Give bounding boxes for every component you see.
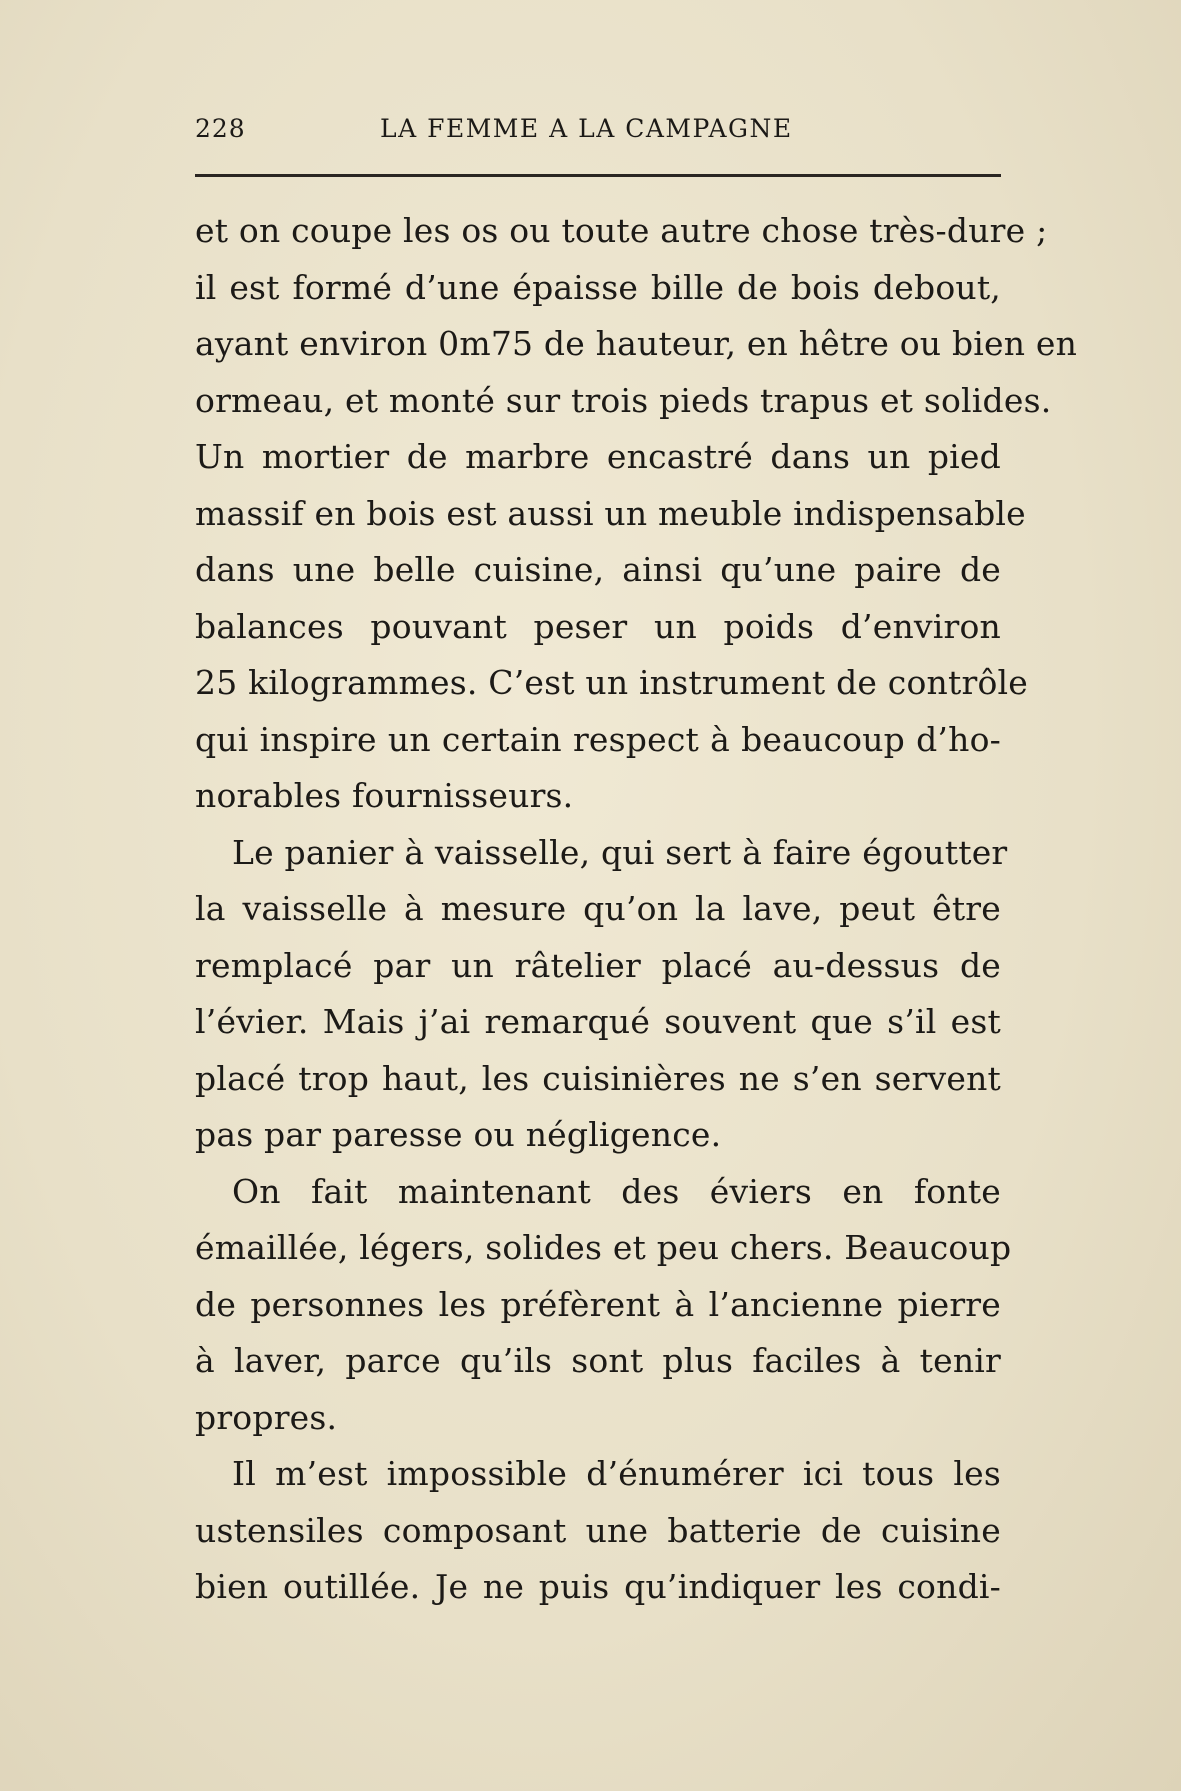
paragraph [195,825,1008,1164]
text-line: propres. [195,1397,338,1437]
text-line: Le panier à vaisselle, qui sert à faire égoutter [232,832,1008,872]
text-line: remplacé par un râtelier placé au-dessus de [195,945,1001,985]
running-title: LA FEMME A LA CAMPAGNE [380,114,793,143]
paragraph [195,1446,1001,1616]
text-line: Il m’est impossible d’énumérer ici tous les [232,1454,1001,1493]
text-line: il est formé d’une épaisse bille de bois debout, [195,267,1001,307]
text-line: ayant environ 0m75 de hauteur, en hêtre ou bien en [195,324,1078,363]
text-line: à laver, parce qu’ils sont plus faciles à tenir [195,1341,1001,1380]
text-line: norables fournisseurs. [195,776,574,815]
running-header [195,114,1001,150]
text-line: ustensiles composant une batterie de cuisine [195,1510,1001,1550]
text-line: émaillée, légers, solides et peu chers. Beaucoup [195,1228,1012,1267]
text-line: dans une belle cuisine, ainsi qu’une paire de [195,550,1001,589]
text-line: et on coupe les os ou toute autre chose très-dure ; [195,211,1048,250]
text-line: l’évier. Mais j’ai remarqué souvent que s’il est [195,1002,1001,1041]
page-number: 228 [195,114,246,143]
text-line: placé trop haut, les cuisinières ne s’en servent [195,1058,1001,1098]
text-line: qui inspire un certain respect à beaucoup d’ho- [195,719,1001,759]
text-line: Un mortier de marbre encastré dans un pied [195,437,1001,476]
text-line: On fait maintenant des éviers en fonte [232,1171,1001,1211]
body-text [195,203,1078,1616]
text-line: ormeau, et monté sur trois pieds trapus et solides. [195,380,1052,420]
header-rule [195,174,1001,177]
text-line: massif en bois est aussi un meuble indispensable [195,493,1026,533]
text-line: 25 kilogrammes. C’est un instrument de contrôle [195,663,1028,702]
paragraph [195,1164,1012,1447]
text-line: de personnes les préfèrent à l’ancienne pierre [195,1284,1001,1324]
paragraph [195,203,1078,825]
text-line: bien outillée. Je ne puis qu’indiquer les condi- [195,1567,1001,1606]
text-line: pas par paresse ou négligence. [195,1115,722,1154]
text-line: balances pouvant peser un poids d’environ [195,606,1001,646]
text-line: la vaisselle à mesure qu’on la lave, peut être [195,889,1001,928]
